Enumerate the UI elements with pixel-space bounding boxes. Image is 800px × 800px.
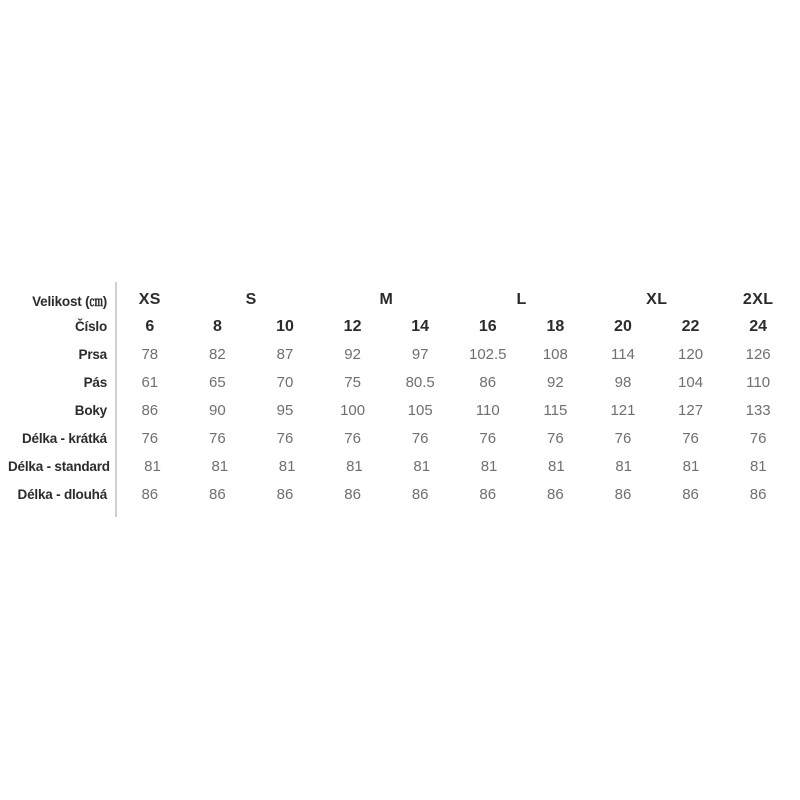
row-label-text: Délka - dlouhá <box>17 486 107 502</box>
size-number-cell: 22 <box>681 317 700 335</box>
value-cell: 81 <box>413 457 431 475</box>
row-cells <box>119 458 792 475</box>
value-cell: 86 <box>209 485 226 503</box>
value-cell: 61 <box>141 373 159 391</box>
velikost-label: Velikost (㎝) <box>32 294 107 309</box>
size-number-cell: 10 <box>276 317 294 335</box>
size-group-cells <box>116 291 792 309</box>
value-cell: 76 <box>411 429 429 447</box>
row-cells <box>116 430 792 447</box>
value-cell: 90 <box>209 401 226 419</box>
row-label <box>8 347 116 362</box>
value-cell: 97 <box>411 345 429 363</box>
value-cell: 80.5 <box>405 373 435 391</box>
size-number-cell: 14 <box>411 317 430 335</box>
value-cell: 100 <box>340 401 366 419</box>
size-group-m: M <box>379 291 394 308</box>
value-cell: 95 <box>276 401 294 419</box>
size-number-cell: 18 <box>546 317 565 335</box>
value-cell: 110 <box>746 373 771 391</box>
value-cell: 76 <box>682 429 699 447</box>
value-cell: 75 <box>344 373 361 391</box>
size-group-s: S <box>245 291 257 308</box>
value-cell: 86 <box>547 485 564 503</box>
value-cell: 86 <box>411 485 429 503</box>
size-number-cell: 16 <box>478 317 497 335</box>
table-row <box>8 396 792 424</box>
value-cell: 81 <box>749 457 767 475</box>
value-cell: 87 <box>276 345 294 363</box>
value-cell: 86 <box>276 485 294 503</box>
size-number-cell: 6 <box>145 317 155 335</box>
size-number-cell: 8 <box>212 317 222 335</box>
size-group-xs: XS <box>138 291 161 308</box>
table-row <box>8 340 792 368</box>
value-cell: 76 <box>209 429 226 447</box>
value-cell: 76 <box>344 429 361 447</box>
vertical-divider <box>115 282 117 517</box>
value-cell: 82 <box>209 345 226 363</box>
value-cell: 121 <box>610 401 636 419</box>
row-label-velikost <box>8 290 116 310</box>
table-row <box>8 424 792 452</box>
value-cell: 115 <box>543 401 568 419</box>
size-number-cell: 24 <box>749 317 768 335</box>
value-cell: 102.5 <box>468 345 507 363</box>
row-cells <box>116 486 792 503</box>
value-cell: 86 <box>749 485 767 503</box>
value-cell: 86 <box>141 401 159 419</box>
value-cell: 76 <box>141 429 159 447</box>
row-cells <box>116 374 792 391</box>
value-cell: 133 <box>745 401 771 419</box>
size-group-row <box>8 287 792 313</box>
measurement-rows <box>8 340 792 508</box>
value-cell: 126 <box>745 345 771 363</box>
value-cell: 127 <box>678 401 704 419</box>
value-cell: 81 <box>144 457 161 475</box>
value-cell: 92 <box>547 373 564 391</box>
value-cell: 81 <box>682 457 700 475</box>
row-label <box>8 487 116 502</box>
row-label-text: Pás <box>83 374 107 390</box>
row-cells <box>116 402 792 419</box>
size-number-cell: 12 <box>343 317 362 335</box>
value-cell: 104 <box>678 373 704 391</box>
row-label-cislo <box>8 319 116 334</box>
value-cell: 81 <box>548 457 565 475</box>
size-number-row <box>8 313 792 340</box>
size-group-xl: XL <box>646 291 668 308</box>
size-number-cells <box>116 318 792 336</box>
size-group-l: L <box>516 291 527 308</box>
value-cell: 76 <box>614 429 632 447</box>
row-cells <box>116 346 792 363</box>
value-cell: 76 <box>276 429 294 447</box>
value-cell: 110 <box>475 401 500 419</box>
row-label-text: Délka - krátká <box>21 430 107 446</box>
value-cell: 70 <box>276 373 294 391</box>
value-cell: 81 <box>346 457 363 475</box>
value-cell: 81 <box>480 457 498 475</box>
value-cell: 86 <box>479 485 497 503</box>
value-cell: 65 <box>209 373 226 391</box>
value-cell: 81 <box>615 457 633 475</box>
value-cell: 86 <box>141 485 159 503</box>
table-row <box>8 368 792 396</box>
value-cell: 120 <box>678 345 704 363</box>
value-cell: 81 <box>278 457 296 475</box>
value-cell: 76 <box>547 429 564 447</box>
row-label-text: Prsa <box>78 346 107 362</box>
row-label-text: Délka - standard <box>8 458 110 474</box>
size-group-2xl: 2XL <box>742 291 774 308</box>
cislo-label: Číslo <box>74 319 107 334</box>
value-cell: 86 <box>344 485 361 503</box>
value-cell: 76 <box>749 429 767 447</box>
value-cell: 108 <box>542 345 568 363</box>
value-cell: 76 <box>479 429 497 447</box>
value-cell: 86 <box>479 373 497 391</box>
table-row <box>8 452 792 480</box>
table-row <box>8 480 792 508</box>
value-cell: 86 <box>614 485 632 503</box>
row-label <box>8 431 116 446</box>
value-cell: 86 <box>682 485 699 503</box>
row-label <box>8 403 116 418</box>
value-cell: 98 <box>614 373 632 391</box>
value-cell: 78 <box>141 345 159 363</box>
value-cell: 92 <box>344 345 361 363</box>
size-number-cell: 20 <box>614 317 632 335</box>
size-chart-table <box>8 287 792 508</box>
row-label <box>8 459 119 474</box>
value-cell: 114 <box>610 345 635 363</box>
row-label <box>8 375 116 390</box>
value-cell: 81 <box>211 457 229 475</box>
value-cell: 105 <box>407 401 433 419</box>
row-label-text: Boky <box>74 402 107 418</box>
